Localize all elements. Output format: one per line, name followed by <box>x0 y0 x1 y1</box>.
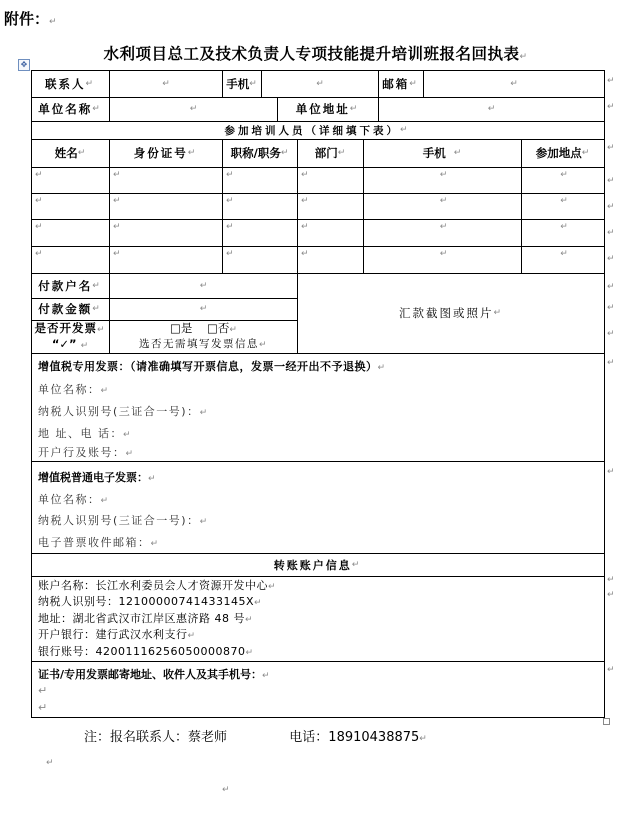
transfer-taxpayer-id: 纳税人识别号：12100000741433145X↵ <box>38 595 263 608</box>
row-end-mark: ↵ <box>607 254 615 264</box>
paragraph-mark: ↵ <box>439 196 448 206</box>
paragraph-mark: ↵ <box>113 249 121 259</box>
page-title: 水利项目总工及技术负责人专项技能提升培训班报名回执表↵ <box>103 45 528 63</box>
table-resize-handle[interactable] <box>603 718 610 725</box>
invoice-no-hint: 选否无需填写发票信息 <box>138 338 259 350</box>
paragraph-mark: ↵ <box>226 170 234 180</box>
table-cell[interactable] <box>35 248 108 260</box>
transfer-bank-account: 银行账号：42001116256050000870↵ <box>38 645 254 658</box>
row-end-mark: ↵ <box>607 590 615 600</box>
invoice-options: □是 □否↵ 选否无需填写发票信息↵ <box>138 321 269 350</box>
paragraph-mark: ↵ <box>560 170 568 180</box>
table-cell[interactable] <box>301 221 362 233</box>
row-end-mark: ↵ <box>607 102 615 112</box>
payer-name-input[interactable]: ↵ <box>199 280 208 291</box>
paragraph-mark: ↵ <box>560 196 568 206</box>
paragraph-mark: ↵ <box>439 222 448 232</box>
table-move-handle-icon[interactable]: ✥ <box>18 59 30 71</box>
table-cell[interactable] <box>525 195 603 207</box>
org-address-label: 单位地址 ↵ <box>295 102 360 116</box>
table-cell[interactable] <box>226 248 296 260</box>
empty-paragraph-mark: ↵ <box>222 785 230 795</box>
table-cell[interactable] <box>113 169 221 181</box>
table-border-left <box>31 70 32 718</box>
table-cell[interactable] <box>226 169 296 181</box>
phone-input[interactable]: ↵ <box>316 78 324 89</box>
vat-special-taxpayer-id-field[interactable]: 纳税人识别号(三证合一号)：↵ <box>38 405 209 418</box>
payment-screenshot-area[interactable]: 汇款截图或照片 ↵ <box>398 306 504 320</box>
row-end-mark: ↵ <box>607 358 615 368</box>
invoice-yes-checkbox[interactable]: □是 <box>170 321 193 335</box>
vat-electronic-email-field[interactable]: 电子普票收件邮箱：↵ <box>38 536 160 549</box>
table-cell[interactable] <box>301 169 362 181</box>
contact-input[interactable]: ↵ <box>162 78 170 89</box>
invoice-no-checkbox[interactable]: □否 <box>207 321 230 335</box>
phone-label: 手机 ↵ <box>226 76 257 91</box>
vat-special-heading: 增值税专用发票：（请准确填写开票信息，发票一经开出不予退换）↵ <box>38 360 386 373</box>
paragraph-mark: ↵ <box>226 222 234 232</box>
row-end-mark: ↵ <box>607 329 615 339</box>
paragraph-mark: ↵ <box>113 222 121 232</box>
payment-amount-input[interactable]: ↵ <box>199 304 208 314</box>
mailing-input-line[interactable]: ↵ <box>38 684 48 697</box>
column-header-phone: 手机 ↵ <box>422 146 462 160</box>
paragraph-mark: ↵ <box>560 249 568 259</box>
paragraph-mark: ↵ <box>35 170 43 180</box>
vat-special-bank-account-field[interactable]: 开户行及账号：↵ <box>38 446 135 459</box>
participants-heading: 参加培训人员（详细填下表） ↵ <box>224 124 411 137</box>
table-cell[interactable] <box>301 195 362 207</box>
paragraph-mark: ↵ <box>301 170 309 180</box>
table-cell[interactable] <box>113 248 221 260</box>
table-cell[interactable] <box>367 221 520 233</box>
paragraph-mark: ↵ <box>226 196 234 206</box>
row-end-mark: ↵ <box>607 575 615 585</box>
paragraph-mark: ↵ <box>301 196 309 206</box>
mailing-input-line[interactable]: ↵ <box>38 701 48 714</box>
row-end-mark: ↵ <box>607 665 615 675</box>
table-cell[interactable] <box>35 221 108 233</box>
table-cell[interactable] <box>525 169 603 181</box>
column-header-id-number: 身份证号 ↵ <box>133 146 198 160</box>
vat-electronic-org-name-field[interactable]: 单位名称：↵ <box>38 493 110 506</box>
column-header-name: 姓名 ↵ <box>54 146 86 160</box>
transfer-account-name: 账户名称：长江水利委员会人才资源开发中心↵ <box>38 579 277 592</box>
email-input[interactable]: ↵ <box>510 78 518 89</box>
table-cell[interactable] <box>226 195 296 207</box>
paragraph-mark: ↵ <box>35 249 43 259</box>
transfer-heading: 转账账户信息 ↵ <box>273 558 362 572</box>
email-label: 邮箱 ↵ <box>382 76 419 91</box>
paragraph-mark: ↵ <box>439 249 448 259</box>
paragraph-mark: ↵ <box>560 222 568 232</box>
table-cell[interactable] <box>367 195 520 207</box>
row-end-mark: ↵ <box>607 202 615 212</box>
vat-electronic-heading: 增值税普通电子发票：↵ <box>38 471 156 484</box>
vat-electronic-taxpayer-id-field[interactable]: 纳税人识别号(三证合一号)：↵ <box>38 514 209 527</box>
paragraph-mark: ↵ <box>439 170 448 180</box>
table-cell[interactable] <box>113 195 221 207</box>
vat-special-org-name-field[interactable]: 单位名称：↵ <box>38 383 110 396</box>
column-header-department: 部门 ↵ <box>314 146 346 160</box>
invoice-question-label: 是否开发票↵ “✓” ↵ <box>34 320 106 351</box>
table-cell[interactable] <box>35 195 108 207</box>
column-header-location: 参加地点 ↵ <box>535 146 590 160</box>
row-end-mark: ↵ <box>607 76 615 86</box>
payer-name-label: 付款户名 ↵ <box>38 278 102 293</box>
table-cell[interactable] <box>367 169 520 181</box>
transfer-address: 地址：湖北省武汉市江岸区惠济路 48 号↵ <box>38 612 254 625</box>
row-end-mark: ↵ <box>607 176 615 186</box>
table-cell[interactable] <box>35 169 108 181</box>
table-border-bottom <box>31 717 605 718</box>
org-name-input[interactable]: ↵ <box>189 104 198 114</box>
table-cell[interactable] <box>525 248 603 260</box>
table-cell[interactable] <box>301 248 362 260</box>
org-name-label: 单位名称 ↵ <box>38 102 102 116</box>
paragraph-mark: ↵ <box>35 222 43 232</box>
contact-label: 联系人 ↵ <box>44 76 96 91</box>
row-end-mark: ↵ <box>607 228 615 238</box>
paragraph-mark: ↵ <box>301 249 309 259</box>
vat-special-address-phone-field[interactable]: 地 址、电 话：↵ <box>38 427 133 440</box>
paragraph-mark: ↵ <box>113 196 121 206</box>
row-end-mark: ↵ <box>607 143 615 153</box>
contact-note: 注：报名联系人：蔡老师 电话：18910438875↵ <box>84 730 427 745</box>
row-end-mark: ↵ <box>607 303 615 313</box>
paragraph-mark: ↵ <box>35 196 43 206</box>
table-cell[interactable] <box>113 221 221 233</box>
paragraph-mark: ↵ <box>301 222 309 232</box>
table-cell[interactable] <box>525 221 603 233</box>
note-phone: 电话：18910438875 <box>289 730 420 745</box>
paragraph-mark: ↵ <box>226 249 234 259</box>
table-cell[interactable] <box>367 248 520 260</box>
note-contact: 注：报名联系人：蔡老师 <box>84 730 228 745</box>
payment-amount-label: 付款金额 ↵ <box>38 302 102 316</box>
table-border-right <box>604 70 605 718</box>
row-divider <box>31 461 605 462</box>
transfer-bank: 开户银行：建行武汉水利支行↵ <box>38 628 196 641</box>
empty-paragraph-mark: ↵ <box>46 758 54 768</box>
row-end-mark: ↵ <box>607 282 615 292</box>
paragraph-mark: ↵ <box>113 170 121 180</box>
org-address-input[interactable]: ↵ <box>487 104 496 114</box>
row-divider <box>31 661 605 662</box>
table-cell[interactable] <box>226 221 296 233</box>
attachment-label: 附件：↵ <box>4 10 57 28</box>
mailing-heading: 证书/专用发票邮寄地址、收件人及其手机号：↵ <box>38 668 270 681</box>
row-divider <box>31 353 605 354</box>
row-end-mark: ↵ <box>607 467 615 477</box>
column-header-title: 职称/职务 ↵ <box>230 146 289 160</box>
